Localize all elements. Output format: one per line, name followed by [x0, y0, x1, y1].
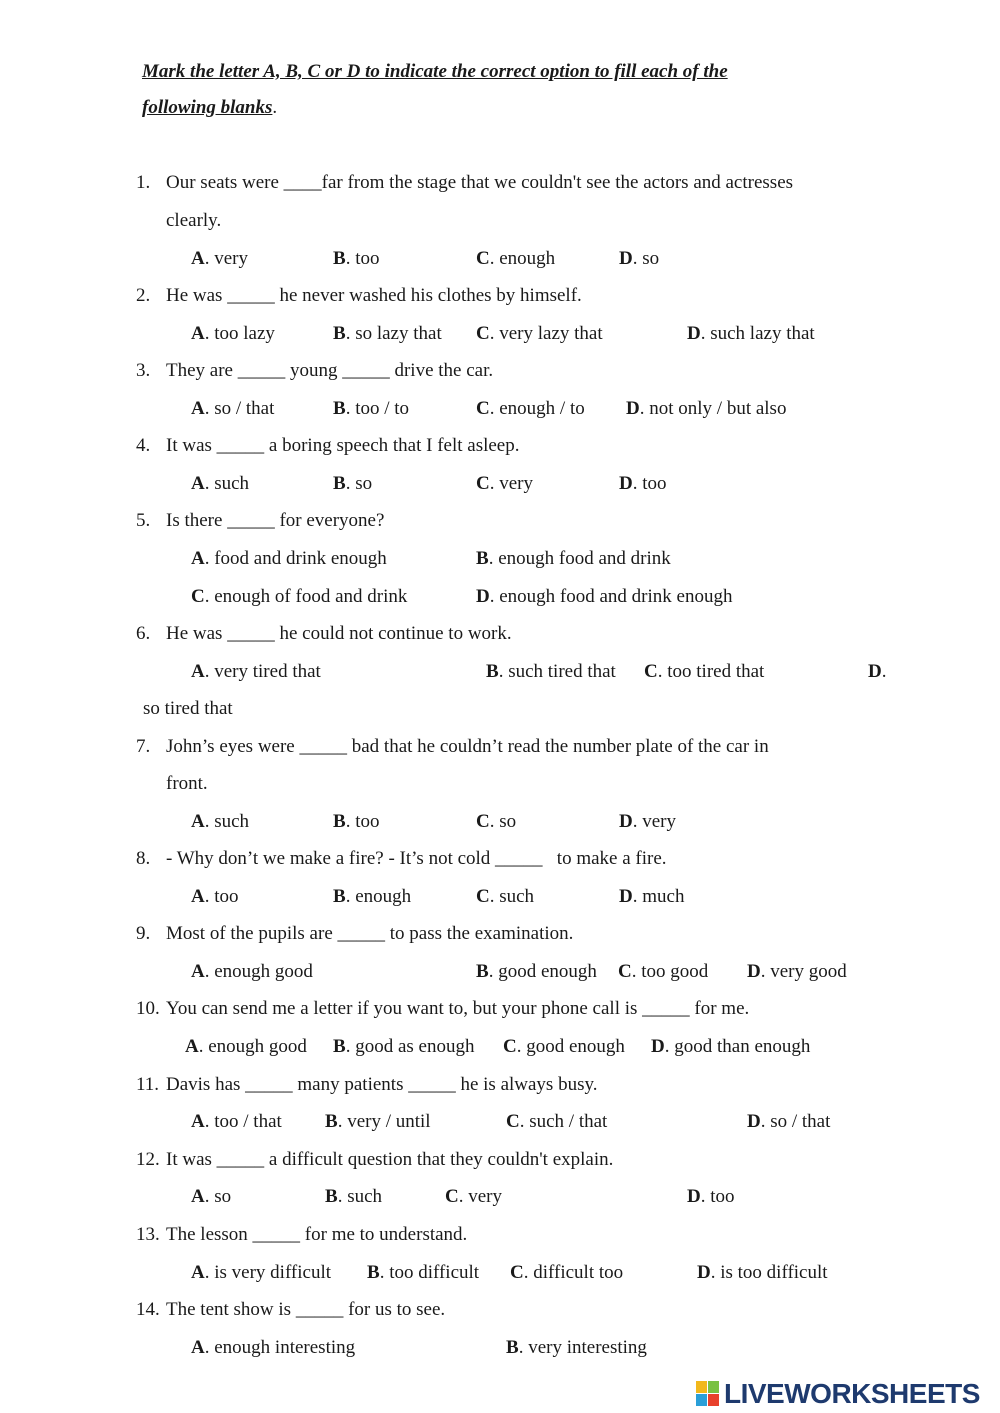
- option-7d[interactable]: [619, 811, 676, 833]
- option-11d[interactable]: [747, 1111, 830, 1133]
- option-text: . very lazy that: [489, 323, 603, 344]
- option-text: . very tired that: [204, 661, 321, 682]
- question-text: It was _____ a difficult question that they couldn't explain.: [166, 1149, 614, 1170]
- option-letter: C: [503, 1036, 517, 1057]
- option-text: . enough good: [198, 1036, 307, 1057]
- option-4a[interactable]: [191, 473, 249, 495]
- question-7: [136, 736, 769, 758]
- option-12b[interactable]: [325, 1186, 382, 1208]
- question-number: 11.: [136, 1074, 160, 1095]
- option-letter: D: [747, 961, 761, 982]
- question-text: Our seats were ____far from the stage that we couldn't see the actors and actresses: [166, 172, 794, 193]
- option-7b[interactable]: [333, 811, 379, 833]
- option-text: . too: [700, 1186, 735, 1207]
- option-1c[interactable]: [476, 248, 555, 270]
- question-12: [136, 1149, 613, 1171]
- option-8c[interactable]: [476, 886, 534, 908]
- question-text: He was _____ he never washed his clothes by himself.: [166, 285, 582, 306]
- option-5c[interactable]: [191, 586, 407, 608]
- option-text: . so lazy that: [345, 323, 442, 344]
- option-text: . such: [489, 886, 535, 907]
- option-6c[interactable]: [644, 661, 764, 683]
- question-1: [136, 172, 793, 194]
- option-text: . very / until: [337, 1111, 431, 1132]
- option-2b[interactable]: [333, 323, 442, 345]
- instruction-line-2-end: .: [272, 97, 278, 118]
- option-letter: C: [510, 1262, 524, 1283]
- instruction-line-1: Mark the letter A, B, C or D to indicate the correct option to fill each of the: [142, 61, 728, 82]
- option-letter: C: [476, 811, 490, 832]
- option-4d[interactable]: [619, 473, 667, 495]
- option-letter: B: [486, 661, 499, 682]
- option-text: . very: [204, 248, 248, 269]
- instruction-line-2-text: following blanks: [142, 97, 273, 118]
- option-9b[interactable]: [476, 961, 597, 983]
- option-text: . such: [204, 811, 250, 832]
- option-letter: B: [333, 473, 346, 494]
- option-text: . so / that: [204, 398, 275, 419]
- option-text: . such tired that: [498, 661, 616, 682]
- question-9: [136, 923, 573, 945]
- option-letter: C: [506, 1111, 520, 1132]
- option-text: . enough: [489, 248, 556, 269]
- question-number: 4.: [136, 435, 151, 456]
- option-11c[interactable]: [506, 1111, 607, 1133]
- option-letter: D: [476, 586, 490, 607]
- option-8b[interactable]: [333, 886, 411, 908]
- option-6d-wrap: so tired that: [143, 698, 233, 719]
- option-text: . such / that: [519, 1111, 608, 1132]
- option-letter: B: [333, 1036, 346, 1057]
- option-letter: A: [191, 661, 205, 682]
- liveworksheets-wordmark: LIVEWORKSHEETS: [724, 1378, 980, 1409]
- option-letter: B: [333, 886, 346, 907]
- option-text: . too: [345, 811, 380, 832]
- option-7c[interactable]: [476, 811, 516, 833]
- option-letter: B: [367, 1262, 380, 1283]
- option-letter: D: [697, 1262, 711, 1283]
- option-text: . so: [489, 811, 517, 832]
- question-number: 2.: [136, 285, 151, 306]
- option-text: . good enough: [516, 1036, 625, 1057]
- option-13c[interactable]: [510, 1262, 623, 1284]
- option-letter: B: [333, 398, 346, 419]
- option-letter: C: [476, 473, 490, 494]
- option-12a[interactable]: [191, 1186, 231, 1208]
- option-text: . so / that: [760, 1111, 831, 1132]
- badge-square: [696, 1381, 707, 1393]
- question-text: He was _____ he could not continue to work.: [166, 623, 512, 644]
- question-text: Davis has _____ many patients _____ he is always busy.: [166, 1074, 598, 1095]
- option-text: . very: [458, 1186, 502, 1207]
- option-3a[interactable]: [191, 398, 274, 420]
- option-6b[interactable]: [486, 661, 616, 683]
- option-letter: A: [191, 323, 205, 344]
- option-3c[interactable]: [476, 398, 585, 420]
- option-letter: A: [191, 811, 205, 832]
- option-letter: D: [651, 1036, 665, 1057]
- option-text: . good than enough: [664, 1036, 811, 1057]
- option-letter: C: [191, 586, 205, 607]
- option-text: . too / that: [204, 1111, 282, 1132]
- question-number: 7.: [136, 736, 151, 757]
- option-5a[interactable]: [191, 548, 387, 570]
- option-5b[interactable]: [476, 548, 671, 570]
- option-text: . very interesting: [518, 1337, 647, 1358]
- option-text: . good enough: [488, 961, 597, 982]
- option-letter: C: [618, 961, 632, 982]
- option-8d[interactable]: [619, 886, 684, 908]
- question-13: [136, 1224, 467, 1246]
- option-text: . food and drink enough: [204, 548, 387, 569]
- question-number: 10.: [136, 998, 160, 1019]
- question-number: 13.: [136, 1224, 160, 1245]
- question-number: 6.: [136, 623, 151, 644]
- option-letter: D: [747, 1111, 761, 1132]
- option-text: . too difficult: [379, 1262, 480, 1283]
- question-number: 5.: [136, 510, 151, 531]
- option-2c[interactable]: [476, 323, 603, 345]
- option-letter: A: [191, 548, 205, 569]
- question-5: [136, 510, 384, 532]
- liveworksheets-badge-icon: [696, 1381, 720, 1407]
- question-11: [136, 1074, 598, 1096]
- option-text: . so: [632, 248, 660, 269]
- question-number: 9.: [136, 923, 151, 944]
- option-3b[interactable]: [333, 398, 409, 420]
- option-5d[interactable]: [476, 586, 732, 608]
- option-letter: B: [333, 811, 346, 832]
- badge-square: [708, 1381, 719, 1393]
- option-10b[interactable]: [333, 1036, 474, 1058]
- option-letter: D: [619, 248, 633, 269]
- option-text: . too / to: [345, 398, 410, 419]
- option-text: . enough food and drink: [488, 548, 671, 569]
- option-text: . too: [632, 473, 667, 494]
- option-13b[interactable]: [367, 1262, 479, 1284]
- option-letter: B: [476, 548, 489, 569]
- option-text: .: [881, 661, 887, 682]
- option-text: . enough good: [204, 961, 313, 982]
- option-text: . too lazy: [204, 323, 275, 344]
- question-8: [136, 848, 667, 870]
- option-letter: A: [191, 1337, 205, 1358]
- question-text: Most of the pupils are _____ to pass the examination.: [166, 923, 574, 944]
- question-text: They are _____ young _____ drive the car.: [166, 360, 494, 381]
- option-letter: A: [191, 961, 205, 982]
- option-9c[interactable]: [618, 961, 708, 983]
- option-letter: A: [185, 1036, 199, 1057]
- question-number: 12.: [136, 1149, 160, 1170]
- badge-square: [708, 1394, 719, 1406]
- option-text: . too: [204, 886, 239, 907]
- option-12d[interactable]: [687, 1186, 735, 1208]
- option-letter: A: [191, 886, 205, 907]
- option-letter: A: [191, 473, 205, 494]
- option-11b[interactable]: [325, 1111, 431, 1133]
- option-12c[interactable]: [445, 1186, 502, 1208]
- option-14a[interactable]: [191, 1337, 355, 1359]
- option-3d[interactable]: [626, 398, 786, 420]
- option-8a[interactable]: [191, 886, 239, 908]
- option-text: . good as enough: [345, 1036, 475, 1057]
- question-2: [136, 285, 582, 307]
- option-text: . enough interesting: [204, 1337, 356, 1358]
- option-letter: C: [476, 248, 490, 269]
- question-text: Is there _____ for everyone?: [166, 510, 385, 531]
- option-letter: D: [868, 661, 882, 682]
- question-10: [136, 998, 749, 1020]
- question-number: 8.: [136, 848, 151, 869]
- option-text: . such lazy that: [700, 323, 815, 344]
- option-letter: B: [333, 248, 346, 269]
- option-2d[interactable]: [687, 323, 815, 345]
- question-1-continuation: clearly.: [166, 210, 222, 231]
- option-letter: D: [619, 473, 633, 494]
- option-letter: D: [687, 1186, 701, 1207]
- option-letter: D: [619, 886, 633, 907]
- question-7-continuation: front.: [166, 773, 208, 794]
- option-13a[interactable]: [191, 1262, 331, 1284]
- question-text: It was _____ a boring speech that I felt asleep.: [166, 435, 520, 456]
- question-number: 1.: [136, 172, 151, 193]
- option-letter: C: [445, 1186, 459, 1207]
- option-text: . very: [632, 811, 676, 832]
- option-text: . so: [345, 473, 373, 494]
- option-10a[interactable]: [185, 1036, 307, 1058]
- option-letter: B: [476, 961, 489, 982]
- option-6d[interactable]: [868, 661, 886, 683]
- option-7a[interactable]: [191, 811, 249, 833]
- option-1b[interactable]: [333, 248, 379, 270]
- option-1a[interactable]: [191, 248, 248, 270]
- question-number: 14.: [136, 1299, 160, 1320]
- option-letter: B: [325, 1186, 338, 1207]
- option-letter: A: [191, 1186, 205, 1207]
- option-letter: B: [325, 1111, 338, 1132]
- option-6a[interactable]: [191, 661, 321, 683]
- question-text: John’s eyes were _____ bad that he couldn’t read the number plate of the car in: [166, 736, 769, 757]
- option-text: . enough food and drink enough: [489, 586, 733, 607]
- question-text: The tent show is _____ for us to see.: [166, 1299, 446, 1320]
- option-10d[interactable]: [651, 1036, 810, 1058]
- option-text: . such: [204, 473, 250, 494]
- option-letter: C: [476, 886, 490, 907]
- option-text: . enough / to: [489, 398, 585, 419]
- option-text: . enough of food and drink: [204, 586, 408, 607]
- option-text: . very: [489, 473, 533, 494]
- question-4: [136, 435, 520, 457]
- option-letter: A: [191, 1262, 205, 1283]
- option-letter: B: [506, 1337, 519, 1358]
- option-4b[interactable]: [333, 473, 372, 495]
- option-text: . difficult too: [523, 1262, 624, 1283]
- option-text: . not only / but also: [639, 398, 787, 419]
- option-text: . much: [632, 886, 685, 907]
- option-letter: A: [191, 398, 205, 419]
- option-4c[interactable]: [476, 473, 533, 495]
- option-text: . enough: [345, 886, 412, 907]
- question-3: [136, 360, 493, 382]
- option-text: . too good: [631, 961, 709, 982]
- option-text: . too tired that: [657, 661, 765, 682]
- instruction-line-2: [142, 97, 277, 119]
- question-number: 3.: [136, 360, 151, 381]
- option-letter: A: [191, 248, 205, 269]
- question-text: You can send me a letter if you want to, but your phone call is _____ for me.: [166, 998, 750, 1019]
- option-text: . is too difficult: [710, 1262, 828, 1283]
- option-text: . very good: [760, 961, 847, 982]
- option-text: . such: [337, 1186, 383, 1207]
- option-letter: A: [191, 1111, 205, 1132]
- question-text: - Why don’t we make a fire? - It’s not cold _____ to make a fire.: [166, 848, 667, 869]
- option-letter: C: [476, 398, 490, 419]
- option-letter: D: [626, 398, 640, 419]
- option-letter: D: [687, 323, 701, 344]
- option-letter: C: [476, 323, 490, 344]
- option-letter: B: [333, 323, 346, 344]
- option-text: . is very difficult: [204, 1262, 332, 1283]
- option-letter: C: [644, 661, 658, 682]
- question-6: [136, 623, 512, 645]
- question-text: The lesson _____ for me to understand.: [166, 1224, 468, 1245]
- option-text: . too: [345, 248, 380, 269]
- option-1d[interactable]: [619, 248, 659, 270]
- option-13d[interactable]: [697, 1262, 828, 1284]
- liveworksheets-logo: [696, 1378, 996, 1410]
- option-9a[interactable]: [191, 961, 313, 983]
- option-14b[interactable]: [506, 1337, 647, 1359]
- option-11a[interactable]: [191, 1111, 282, 1133]
- option-letter: D: [619, 811, 633, 832]
- question-14: [136, 1299, 445, 1321]
- option-2a[interactable]: [191, 323, 275, 345]
- option-9d[interactable]: [747, 961, 847, 983]
- option-10c[interactable]: [503, 1036, 625, 1058]
- option-text: . so: [204, 1186, 232, 1207]
- badge-square: [696, 1394, 707, 1406]
